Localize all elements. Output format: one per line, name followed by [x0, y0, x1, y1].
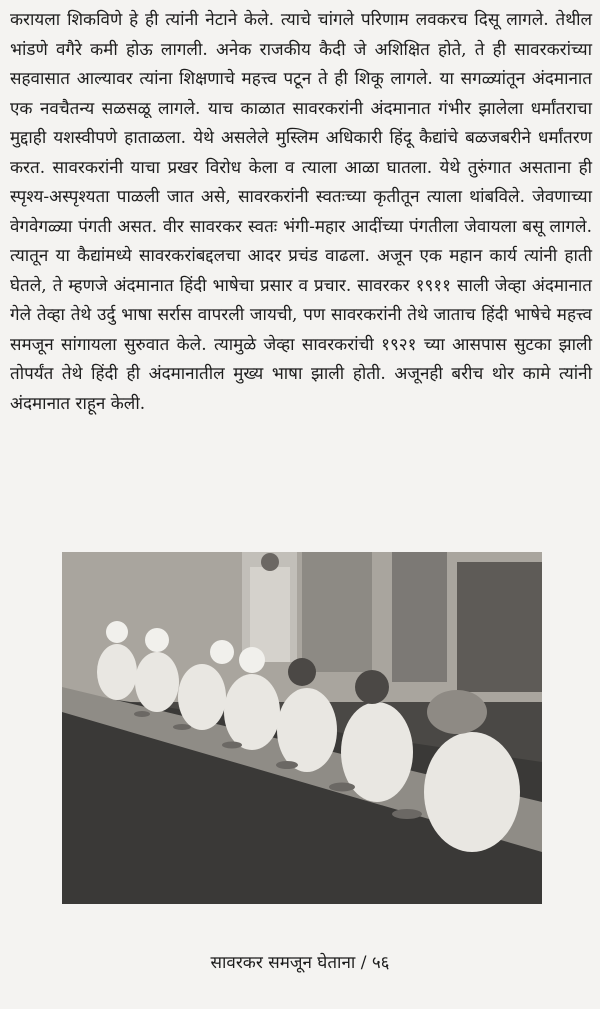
page-footer: सावरकर समजून घेताना / ५६	[210, 953, 390, 973]
photograph	[62, 552, 542, 904]
photograph-illustration	[62, 552, 542, 904]
body-paragraph: करायला शिकविणे हे ही त्यांनी नेटाने केले. त्याचे चांगले परिणाम लवकरच दिसू लागले. तेथील भांडणे वगैरे कमी होऊ लागली. अनेक राजकीय कैदी जे अशिक्षित होते, ते ही सावरकरांच्या सहवासात आल्यावर त्यांना शिक्षणाचे महत्त्व पटून ते ही शिकू लागले. या सगळ्यांतून अंदमानात एक नवचैतन्य सळसळू लागले. याच काळात सावरकरांनी अंदमानात गंभीर झालेला धर्मांतराचा मुद्दाही यशस्वीपणे हाताळला. येथे असलेले मुस्लिम अधिकारी हिंदू कैद्यांचे बळजबरीने धर्मांतरण करत. सावरकरांनी याचा प्रखर विरोध केला व त्याला आळा घातला. येथे तुरुंगात असताना ही स्पृश्य-अस्पृश्यता पाळली जात असे, सावरकरांनी स्वतःच्या कृतीतून त्याला थांबविले. जेवणाच्या वेगवेगळ्या पंगती असत. वीर सावरकर स्वतः भंगी-महार आदींच्या पंगतीला जेवायला बसू लागले. त्यातून या कैद्यांमध्ये सावरकरांबद्दलचा आदर प्रचंड वाढला. अजून एक महान कार्य त्यांनी हाती घेतले, ते म्हणजे अंदमानात हिंदी भाषेचा प्रसार व प्रचार. सावरकर १९११ साली जेव्हा अंदमानात गेले तेव्हा तेथे उर्दु भाषा सर्रास वापरली जायची, पण सावरकरांनी तेथे जाताच हिंदी भाषेचे महत्त्व समजून सांगायला सुरुवात केले. त्यामुळे जेव्हा सावरकरांची १९२१ च्या आसपास सुटका झाली तोपर्यंत तेथे हिंदी ही अंदमानातील मुख्य भाषा झाली होती. अजूनही बरीच थोर कामे त्यांनी अंदमानात राहून केली.	[10, 10, 592, 414]
